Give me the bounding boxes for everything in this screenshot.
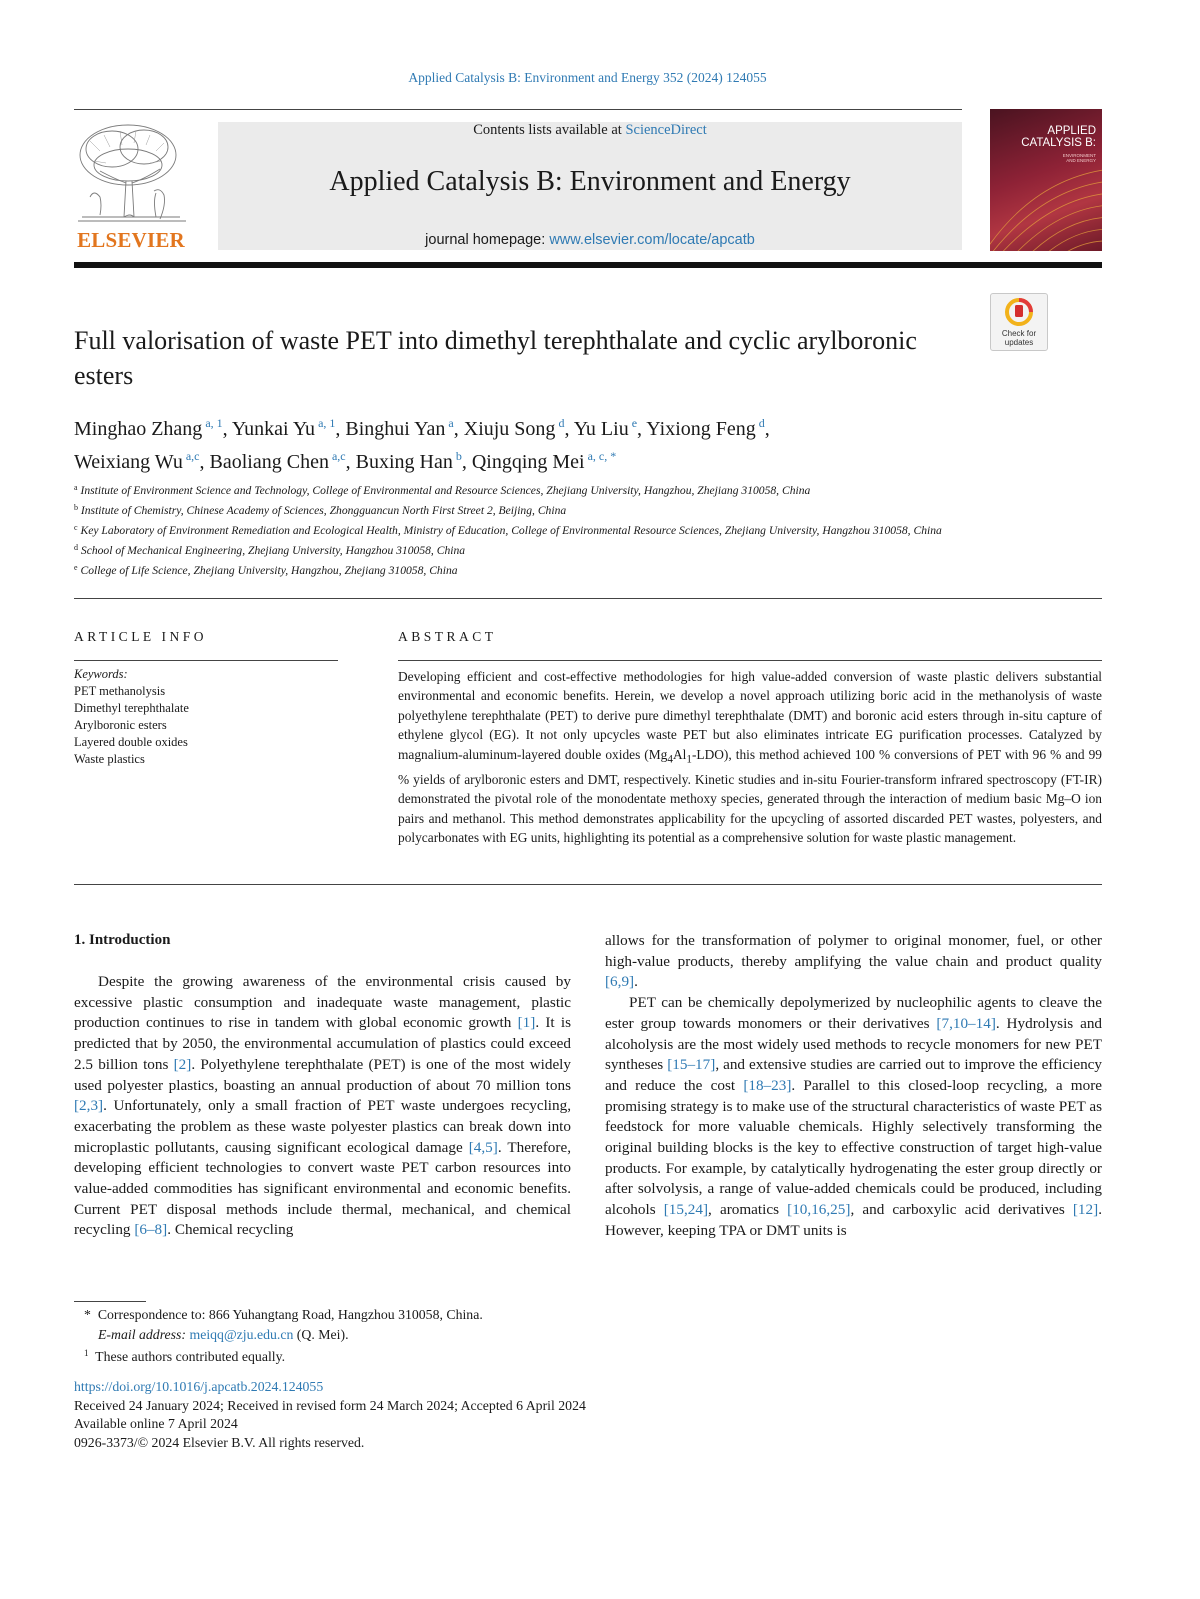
- section-rule: [74, 598, 1102, 599]
- paragraph-text: .: [634, 973, 638, 991]
- author-affiliation-marker[interactable]: d: [555, 416, 565, 430]
- affiliation-item: [74, 499, 1104, 519]
- keywords-label: Keywords:: [74, 667, 128, 681]
- article-info-rule: [74, 660, 338, 661]
- author-name[interactable]: Buxing Han: [355, 451, 453, 473]
- citation-link[interactable]: [2]: [173, 1055, 192, 1073]
- author-affiliation-marker[interactable]: a: [445, 416, 454, 430]
- author-name[interactable]: Yixiong Feng: [646, 418, 756, 440]
- affiliation-item: [74, 519, 1104, 539]
- contents-line: Contents lists available at ScienceDirect: [473, 122, 707, 138]
- journal-title: Applied Catalysis B: Environment and Energy: [329, 166, 851, 197]
- affiliation-text: College of Life Science, Zhejiang University, Hangzhou, Zhejiang 310058, China: [77, 564, 458, 577]
- elsevier-logo: [70, 121, 192, 253]
- email-link[interactable]: meiqq@zju.edu.cn: [189, 1326, 294, 1342]
- paragraph-text: , and carboxylic acid derivatives: [850, 1201, 1073, 1219]
- abstract-bottom-rule: [74, 884, 1102, 885]
- affiliation-text: Institute of Chemistry, Chinese Academy of Sciences, Zhongguancun North First Street 2, Beijing, China: [78, 504, 567, 517]
- paragraph: [605, 993, 1102, 1241]
- keywords-block: [74, 666, 338, 768]
- paragraph-text: Despite the growing awareness of the environmental crisis caused by excessive plastic consumption and inadequate waste management, plastic production continues to rise in tandem with global economic growth: [74, 973, 571, 1032]
- journal-cover[interactable]: [990, 109, 1102, 251]
- sciencedirect-link[interactable]: ScienceDirect: [625, 122, 707, 138]
- keyword-item: Waste plastics: [74, 752, 145, 766]
- author-name[interactable]: Yu Liu: [573, 418, 629, 440]
- citation-link[interactable]: [6,9]: [605, 973, 635, 991]
- citation-link[interactable]: [2,3]: [74, 1097, 104, 1115]
- citation-link[interactable]: [6–8]: [134, 1221, 168, 1239]
- affiliation-list: [74, 479, 1104, 579]
- elsevier-wordmark: ELSEVIER: [77, 228, 185, 252]
- journal-masthead: [218, 122, 962, 250]
- affiliation-key: e: [74, 563, 78, 572]
- author-affiliation-marker[interactable]: a,c: [328, 449, 346, 463]
- affiliation-key: b: [74, 503, 78, 512]
- author-affiliation-marker[interactable]: e: [628, 416, 638, 430]
- author-affiliation-marker[interactable]: b: [452, 449, 462, 463]
- author-name[interactable]: Binghui Yan: [345, 418, 446, 440]
- author-name[interactable]: Baoliang Chen: [209, 451, 329, 473]
- check-updates-label: Check for updates: [1001, 329, 1037, 347]
- equal-contribution-note: $^1$ These authors contributed equally.: [84, 1348, 286, 1365]
- tree-logo-icon: [70, 121, 192, 227]
- copyright: 0926-3373/© 2024 Elsevier B.V. All rights reserved.: [74, 1434, 365, 1450]
- paragraph: [605, 931, 1102, 993]
- received-dates: Received 24 January 2024; Received in revised form 24 March 2024; Accepted 6 April 2024: [74, 1397, 586, 1413]
- citation-link[interactable]: [15,24]: [663, 1201, 709, 1219]
- header-thick-rule: [74, 262, 1102, 268]
- keyword-list: [74, 683, 338, 768]
- affiliation-item: [74, 479, 1104, 499]
- paragraph-text: allows for the transformation of polymer to original monomer, fuel, or other high-value products, thereby amplifying the value chain and product quality: [605, 932, 1102, 970]
- author-name[interactable]: Qingqing Mei: [471, 451, 585, 473]
- paragraph: [74, 972, 571, 1241]
- article-metadata: [74, 1378, 774, 1452]
- citation-link[interactable]: [15–17]: [667, 1056, 716, 1074]
- correspondence-note: * Correspondence to: 866 Yuhangtang Road, Hangzhou 310058, China.: [84, 1307, 483, 1322]
- footnote-rule: [74, 1301, 146, 1302]
- doi-link[interactable]: https://doi.org/10.1016/j.apcatb.2024.124055: [74, 1379, 324, 1394]
- introduction-heading: 1. Introduction: [74, 932, 171, 948]
- author-affiliation-marker[interactable]: a, 1: [202, 416, 223, 430]
- article-info-heading: ARTICLE INFO: [74, 629, 208, 644]
- paragraph-text: . Hydrolysis and alcoholysis are the most widely used methods to recycle monomers for new PET syntheses: [605, 1014, 1103, 1074]
- paragraph-text: , and extensive studies are carried out to improve the efficiency and reduce the cost: [605, 1056, 1103, 1094]
- affiliation-text: School of Mechanical Engineering, Zhejiang University, Hangzhou 310058, China: [78, 544, 466, 557]
- author-affiliation-marker[interactable]: a, c, *: [584, 449, 617, 463]
- author-list: Minghao Zhang $^{a, 1}$, Yunkai Yu $^{a, 1}$, Binghui Yan $^a$, Xiuju Song $^d$, Yu Liu $^e$, Yixiong Feng $^d$, Weixiang Wu $^{a,c}$, Baoliang Chen $^{a,c}$, Buxing Han $^b$, Qingqing Mei $^{a, c, *}$: [74, 416, 770, 473]
- affiliation-text: Institute of Environment Science and Technology, College of Environmental and Resource Sciences, Zhejiang University, Hangzhou, Zhejiang 310058, China: [77, 484, 811, 497]
- citation-link[interactable]: [1]: [517, 1014, 536, 1032]
- paragraph-text: . It is predicted that by 2050, the environmental accumulation of plastics could exceed 2.5 billion tons: [74, 1014, 571, 1073]
- abstract-rule: [398, 660, 1102, 661]
- paragraph-text: . Parallel to this closed-loop recycling, a more promising strategy is to make use of the structural characteristics of waste PET as feedstock for more valuable chemicals. Highly selectively transforming the original building blocks is the key to effective construction of target high-value products. For example, by catalytically hydrogenating the ester group directly or after solvolysis, a range of value-added chemicals could be produced, including alcohols: [605, 1076, 1102, 1219]
- author-affiliation-marker[interactable]: a,c: [182, 449, 200, 463]
- author-name[interactable]: Weixiang Wu: [74, 451, 183, 473]
- abstract-text: Developing efficient and cost-effective methodologies for high value-added conversion of waste plastic delivers substantial environmental and economic benefits. Herein, we develop a novel approach utilizing boric acid in the methanolysis of waste polyethylene terephthalate (PET) to derive pure dimethyl terephthalate (DMT) and boronic acid esters through in-situ capture of ethylene glycol (EG). It not only upcycles waste PET but also eliminates intricate EG purification processes. Catalyzed by magnalium-aluminum-layered double oxides $(Mg_4Al_1-LDO)$, this method achieved 100 % conversions of PET with 96 % and 99 % yields of arylboronic esters and DMT, respectively. Kinetic studies and in-situ Fourier-transform infrared spectroscopy (FT-IR) demonstrated the pivotal role of the monodentate methoxy species, generated through the interaction of medium basic Mg–O ion pairs and methanol. This method demonstrates applicability for the upcycling of assorted discarded PET wastes, polyesters, and polycarbonates with EG units, highlighting its potential as a comprehensive solution for waste plastic management.: [398, 669, 1102, 845]
- affiliation-item: [74, 559, 1104, 579]
- online-date: Available online 7 April 2024: [74, 1416, 238, 1432]
- paragraph-text: , aromatics: [708, 1201, 788, 1219]
- journal-reference[interactable]: Applied Catalysis B: Environment and Energy 352 (2024) 124055: [408, 70, 767, 85]
- cover-subtitle: ENVIRONMENT AND ENERGY: [1062, 153, 1096, 163]
- check-updates-icon: [1004, 297, 1034, 327]
- author-name[interactable]: Xiuju Song: [463, 418, 556, 440]
- author-affiliation-marker[interactable]: d: [755, 416, 765, 430]
- affiliation-text: Key Laboratory of Environment Remediation and Ecological Health, Ministry of Education, College of Environmental Resource Sciences, Zhejiang University, Hangzhou 310058, China: [77, 524, 942, 537]
- check-for-updates-button[interactable]: [990, 293, 1048, 351]
- author-affiliation-marker[interactable]: a, 1: [315, 416, 336, 430]
- author-name[interactable]: Yunkai Yu: [231, 418, 316, 440]
- paragraph-text: PET can be chemically depolymerized by nucleophilic agents to cleave the ester group towards monomers or their derivatives: [605, 994, 1102, 1032]
- keyword-item: Arylboronic esters: [74, 718, 167, 732]
- body-column-right: [605, 931, 1102, 1242]
- paragraph-text: . Unfortunately, only a small fraction of PET waste undergoes recycling, exacerbating the problem as these waste polyester plastics can break down into microplastic pollutants, causing significant ecological damage: [74, 1097, 571, 1156]
- article-title: Full valorisation of waste PET into dimethyl terephthalate and cyclic arylboronic esters: [74, 326, 917, 390]
- keyword-item: Dimethyl terephthalate: [74, 701, 189, 715]
- citation-link[interactable]: [12]: [1072, 1201, 1099, 1219]
- homepage-line: journal homepage: www.elsevier.com/locate/apcatb: [425, 232, 755, 248]
- email-note: E-mail address: meiqq@zju.edu.cn (Q. Mei).: [98, 1326, 349, 1342]
- affiliation-item: [74, 539, 1104, 559]
- cover-title: APPLIED CATALYSIS B:: [1021, 125, 1096, 149]
- affiliation-key: c: [74, 523, 78, 532]
- author-name[interactable]: Minghao Zhang: [74, 418, 203, 440]
- affiliation-key: d: [74, 543, 78, 552]
- citation-link[interactable]: [18–23]: [743, 1076, 792, 1094]
- body-column-left: [74, 972, 571, 1241]
- paragraph-text: . However, keeping TPA or DMT units is: [605, 1201, 1102, 1239]
- paragraph-text: . Polyethylene terephthalate (PET) is one of the most widely used polyester plastics, boasting an annual production of about 70 million tons: [74, 1055, 571, 1094]
- footnotes: [84, 1305, 684, 1367]
- citation-link[interactable]: [10,16,25]: [787, 1201, 851, 1219]
- homepage-link[interactable]: www.elsevier.com/locate/apcatb: [549, 232, 755, 248]
- paragraph-text: . Chemical recycling: [167, 1221, 294, 1239]
- citation-link[interactable]: [7,10–14]: [936, 1014, 996, 1032]
- abstract-heading: ABSTRACT: [398, 629, 497, 644]
- keyword-item: PET methanolysis: [74, 684, 166, 698]
- keyword-item: Layered double oxides: [74, 735, 188, 749]
- top-rule: [74, 109, 962, 110]
- paragraph-text: . Therefore, developing efficient technologies to convert waste PET carbon resources into value-added commodities has significant environmental and economic benefits. Current PET disposal methods include thermal, mechanical, and chemical recycling: [74, 1138, 571, 1239]
- citation-link[interactable]: [4,5]: [468, 1138, 498, 1156]
- affiliation-key: a: [74, 483, 78, 492]
